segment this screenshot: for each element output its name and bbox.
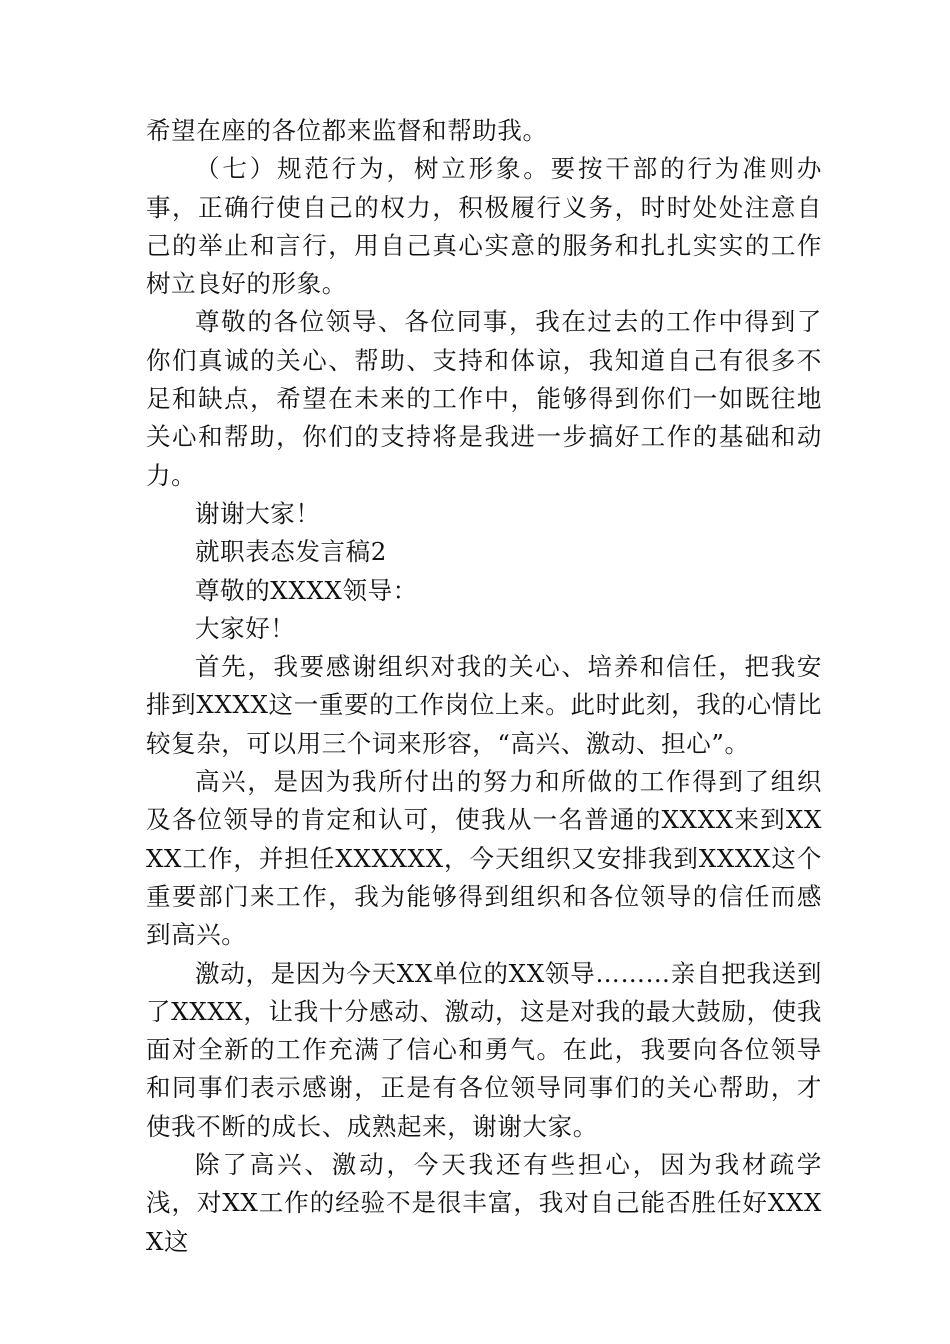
salutation: 尊敬的XXXX领导：	[195, 575, 418, 605]
paragraph: 首先，我要感谢组织对我的关心、培养和信任，把我安排到XXXX这一重要的工作岗位上来。此时此刻，我的心情比较复杂，可以用三个词来形容，“高兴、激动、担心”。	[146, 652, 822, 758]
document-body	[146, 112, 822, 1261]
greeting: 大家好！	[195, 613, 296, 643]
paragraph: 激动，是因为今天XX单位的XX领导………亲自把我送到了XXXX，让我十分感动、激动，这是对我的最大鼓励，使我面对全新的工作充满了信心和勇气。在此，我要向各位领导和同事们表示感谢，正是有各位领导同事们的关心帮助，才使我不断的成长、成熟起来，谢谢大家。	[146, 958, 822, 1141]
paragraph: 尊敬的各位领导、各位同事，我在过去的工作中得到了你们真诚的关心、帮助、支持和体谅，我知道自己有很多不足和缺点，希望在未来的工作中，能够得到你们一如既往地关心和帮助，你们的支持将是我进一步搞好工作的基础和动力。	[146, 307, 822, 490]
paragraph: （七）规范行为，树立形象。要按干部的行为准则办事，正确行使自己的权力，积极履行义务，时时处处注意自己的举止和言行，用自己真心实意的服务和扎扎实实的工作树立良好的形象。	[146, 154, 822, 299]
paragraph: 除了高兴、激动，今天我还有些担心，因为我材疏学浅，对XX工作的经验不是很丰富，我对自己能否胜任好XXXX这	[146, 1150, 822, 1256]
paragraph: 高兴，是因为我所付出的努力和所做的工作得到了组织及各位领导的肯定和认可，使我从一名普通的XXXX来到XXXX工作，并担任XXXXXX，今天组织又安排我到XXXX这个重要部门来工作，我为能够得到组织和各位领导的信任而感到高兴。	[146, 767, 822, 950]
paragraph: 希望在座的各位都来监督和帮助我。	[146, 116, 548, 145]
paragraph: 谢谢大家！	[195, 498, 321, 528]
section-title: 就职表态发言稿2	[195, 537, 387, 567]
